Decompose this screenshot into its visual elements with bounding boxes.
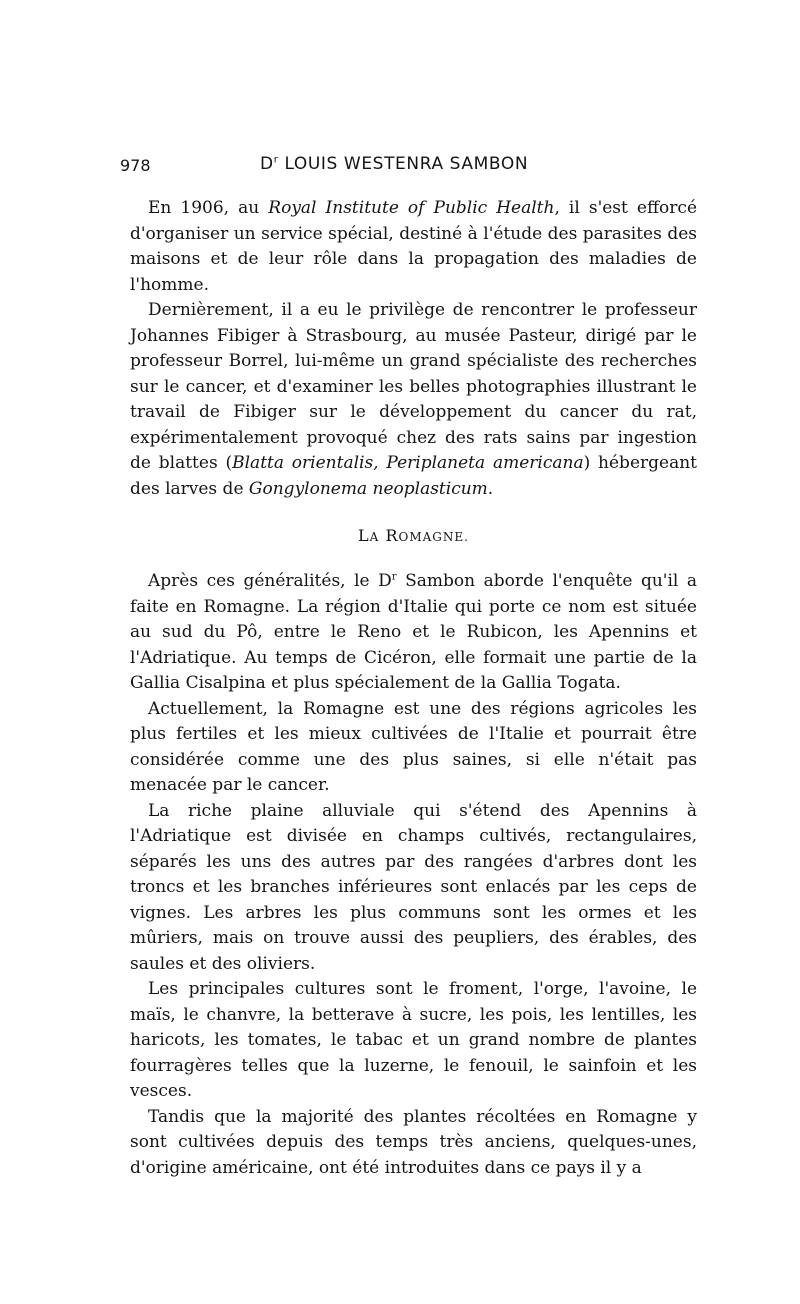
paragraph xyxy=(130,1105,697,1182)
paragraph xyxy=(130,298,697,502)
paragraph-text: En 1906, au xyxy=(148,198,269,218)
paragraph xyxy=(130,697,697,799)
running-title xyxy=(260,154,528,174)
paragraph xyxy=(130,196,697,298)
paragraph-text: . xyxy=(487,478,494,499)
section-title-second-rest: OMAGNE. xyxy=(398,530,469,544)
paragraph-text: , il s'est efforcé d'organiser un service spécial, destiné à l'étude des parasites des maisons et de leur rôle dans la propagation des maladies de l'homme. xyxy=(130,198,697,295)
paragraph-text: La riche plaine alluviale qui s'étend des Apennins à l'Adriatique est divisée en champs cultivés, rectangulaires, séparés les uns des autres par des rangées d'arbres dont les troncs et les branches inférieures sont enlacés par les ceps de vignes. Les arbres les plus communs sont les ormes et les mûriers, mais on trouve aussi des peupliers, des érables, des saules et des oliviers. xyxy=(130,800,697,974)
paragraph xyxy=(130,569,697,697)
body-text xyxy=(130,196,697,1181)
paragraph-text: Dernièrement, il a eu le privilège de rencontrer le professeur Johannes Fibiger à Strasbourg, au musée Pasteur, dirigé par le professeur Borrel, lui-même un grand spécialiste des recherches sur le cancer, et d'examiner les belles photographies illustrant le travail de Fibiger sur le développement du cancer du rat, expérimentalement provoqué chez des rats sains par ingestion de blattes ( xyxy=(130,300,697,473)
section-title-second-initial: R xyxy=(385,526,399,545)
paragraphs-before xyxy=(130,196,697,502)
italic-text: Gongylonema neoplasticum xyxy=(248,478,488,499)
paragraph-text: Après ces généralités, le D xyxy=(148,571,392,591)
paragraphs-after xyxy=(130,569,697,1181)
paragraph-text: ) hébergeant des larves de xyxy=(130,453,697,499)
paragraph-text: Actuellement, la Romagne est une des régions agricoles les plus fertiles et les mieux cultivées de l'Italie et pourrait être considérée comme une des plus saines, si elle n'était pas menacée par le cancer. xyxy=(130,698,697,795)
section-title xyxy=(130,526,697,545)
author-prefix-sup: r xyxy=(273,154,279,166)
superscript-text: r xyxy=(391,571,397,583)
section-title-first-initial: L xyxy=(358,526,370,545)
page-number: 978 xyxy=(120,156,151,175)
author-prefix: D xyxy=(260,154,274,174)
paragraph-text: Sambon aborde l'enquête qu'il a faite en Romagne. La région d'Italie qui porte ce nom est située au sud du Pô, entre le Reno et le Rubicon, les Apennins et l'Adriatique. Au temps de Cicéron, elle formait une partie de la Gallia Cisalpina et plus spécialement de la Gallia Togata. xyxy=(130,571,697,693)
italic-text: Blatta orientalis, Periplaneta americana xyxy=(232,453,584,473)
paragraph xyxy=(130,977,697,1105)
italic-text: Royal Institute of Public Health xyxy=(268,198,555,218)
paragraph xyxy=(130,799,697,978)
section-title-first-rest: A xyxy=(369,530,380,544)
running-head xyxy=(120,150,700,180)
paragraph-text: Tandis que la majorité des plantes récoltées en Romagne y sont cultivées depuis des temps très anciens, quelques-unes, d'origine américaine, ont été introduites dans ce pays il y a xyxy=(130,1106,697,1178)
paragraph-text: Les principales cultures sont le froment, l'orge, l'avoine, le maïs, le chanvre, la betterave à sucre, les pois, les lentilles, les haricots, les tomates, le tabac et un grand nombre de plantes fourragères telles que la luzerne, le fenouil, le sainfoin et les vesces. xyxy=(130,979,697,1101)
author-name: LOUIS WESTENRA SAMBON xyxy=(284,154,529,174)
